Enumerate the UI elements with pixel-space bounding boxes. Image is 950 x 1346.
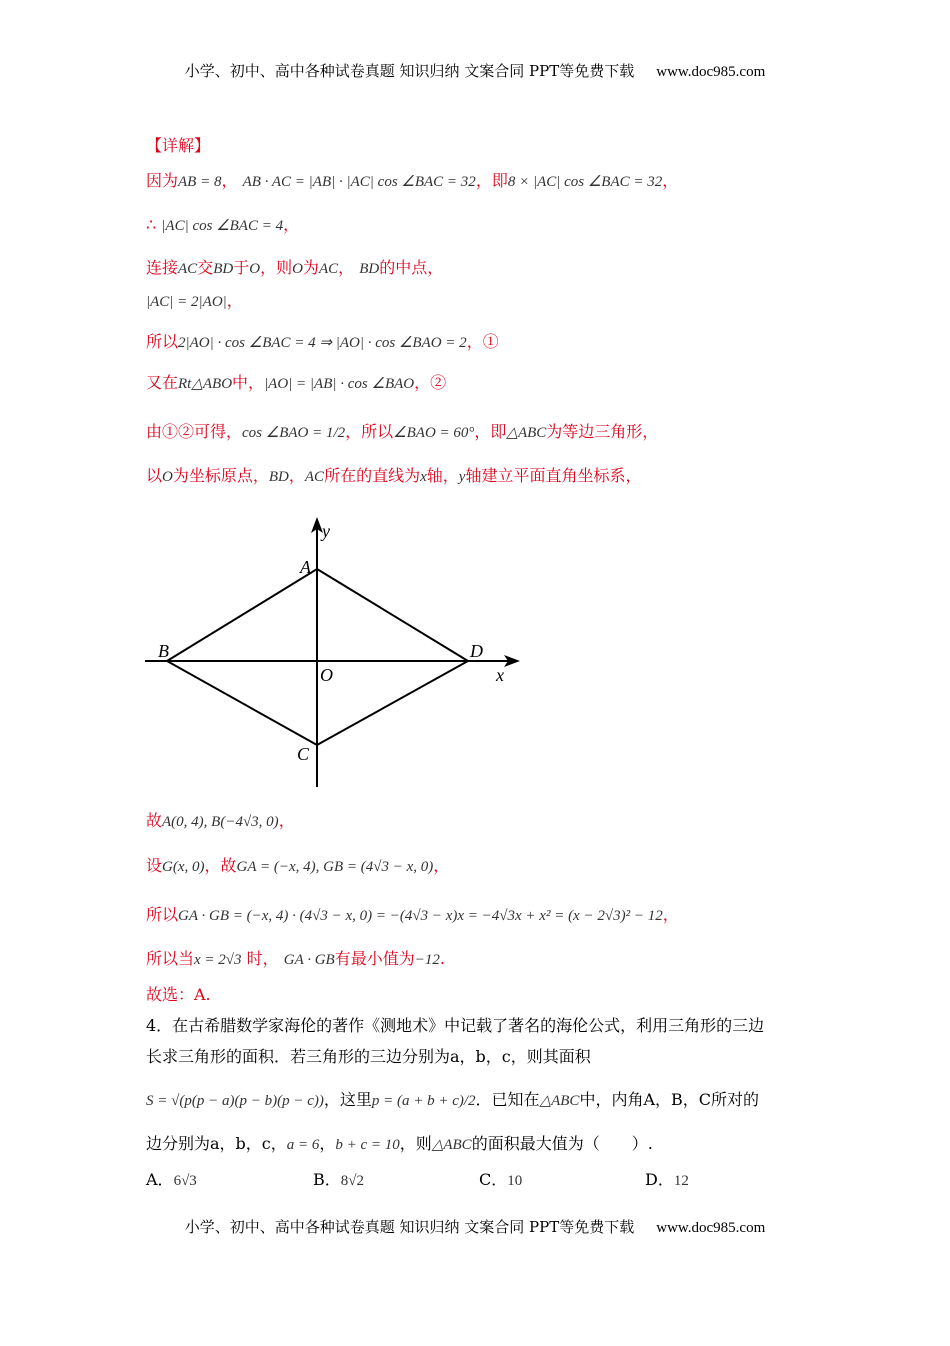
label-C: C <box>297 744 310 764</box>
header-text: 小学、初中、高中各种试卷真题 知识归纳 文案合同 PPT等免费下载 <box>184 62 635 80</box>
solution-line-10: 设G(x, 0)，故GA = (−x, 4), GB = (4√3 − x, 0)， <box>146 856 450 875</box>
label-B: B <box>158 641 169 661</box>
label-O: O <box>320 665 333 685</box>
option-b[interactable]: B．8√2 <box>313 1170 364 1189</box>
solution-line-1: 因为AB = 8， AB · AC = |AB| · |AC| cos ∠BAC = 32，即8 × |AC| cos ∠BAC = 32， <box>146 171 679 190</box>
label-D: D <box>470 641 483 661</box>
solution-line-11: 所以GA · GB = (−x, 4) · (4√3 − x, 0) = −(4√3 − x)x = −4√3x + x² = (x − 2√3)² − 12， <box>146 905 679 924</box>
solution-line-6: 又在Rt△ABO中，|AO| = |AB| · cos ∠BAO，② <box>146 373 447 392</box>
solution-line-12: 所以当x = 2√3 时， GA · GB有最小值为−12. <box>146 949 445 968</box>
solution-line-3: 连接AC交BD于O，则O为AC， BD的中点， <box>146 258 444 277</box>
solution-line-8: 以O为坐标原点，BD，AC所在的直线为x轴，y轴建立平面直角坐标系， <box>146 466 642 485</box>
page-header <box>0 60 950 81</box>
solution-line-7: 由①②可得，cos ∠BAO = 1/2，所以∠BAO = 60°，即△ABC为等边三角形， <box>146 422 659 441</box>
solution-line-4: |AC| = 2|AO|， <box>146 291 243 310</box>
question-line-2: 长求三角形的面积．若三角形的三边分别为a，b，c，则其面积 <box>146 1047 591 1066</box>
footer-site: www.doc985.com <box>656 1220 766 1236</box>
label-A: A <box>300 557 311 577</box>
solution-title: 【详解】 <box>146 136 211 155</box>
footer-text: 小学、初中、高中各种试卷真题 知识归纳 文案合同 PPT等免费下载 <box>184 1218 635 1236</box>
label-x: x <box>496 665 504 685</box>
solution-answer: 故选：A. <box>146 985 211 1004</box>
solution-line-9: 故A(0, 4), B(−4√3, 0)， <box>146 811 295 830</box>
question-line-3: S = √(p(p − a)(p − b)(p − c))，这里p = (a + b + c)/2．已知在△ABC中，内角A，B，C所对的 <box>146 1090 759 1109</box>
question-line-1: 4．在古希腊数学家海伦的著作《测地术》中记载了著名的海伦公式，利用三角形的三边 <box>146 1016 765 1035</box>
coordinate-figure <box>140 515 530 795</box>
option-a[interactable]: A．6√3 <box>146 1170 197 1189</box>
label-y: y <box>322 521 330 541</box>
option-c[interactable]: C．10 <box>479 1170 523 1189</box>
solution-line-5: 所以2|AO| · cos ∠BAC = 4 ⇒ |AO| · cos ∠BAO = 2，① <box>146 332 499 351</box>
question-line-4: 边分别为a，b，c，a = 6，b + c = 10，则△ABC的面积最大值为（ ）. <box>146 1134 653 1153</box>
page-footer <box>0 1216 950 1237</box>
header-site: www.doc985.com <box>656 64 766 80</box>
solution-line-2: ∴ |AC| cos ∠BAC = 4， <box>146 215 300 234</box>
option-d[interactable]: D．12 <box>645 1170 689 1189</box>
